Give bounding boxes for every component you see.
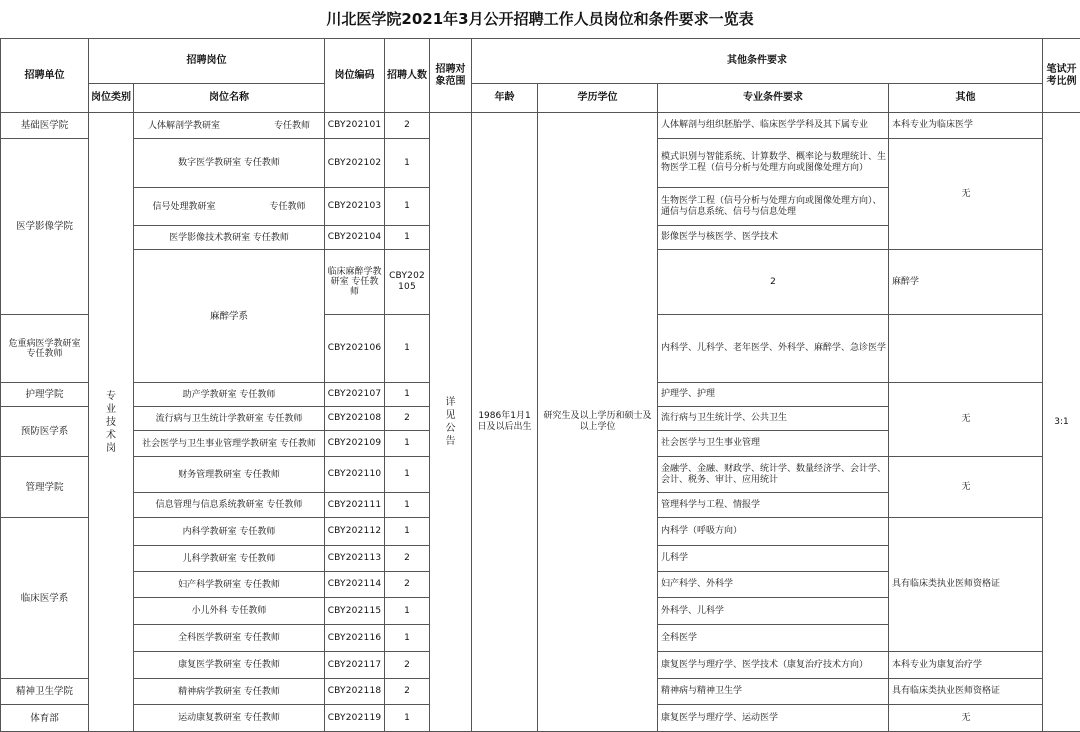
code-cell: CBY202103 bbox=[325, 188, 385, 226]
major-cell: 管理科学与工程、情报学 bbox=[658, 493, 889, 518]
position-cell: 妇产科学教研室 专任教师 bbox=[134, 572, 325, 598]
code-cell: CBY202115 bbox=[325, 598, 385, 625]
other-cell: 本科专业为临床医学 bbox=[889, 113, 1043, 139]
count-cell: 2 bbox=[385, 546, 430, 572]
unit-cell: 护理学院 bbox=[1, 383, 89, 407]
count-cell: 1 bbox=[385, 625, 430, 652]
code-cell: CBY202119 bbox=[325, 705, 385, 732]
position-cell: 信号处理教研室 专任教师 bbox=[134, 188, 325, 226]
position-cell: 人体解剖学教研室 专任教师 bbox=[134, 113, 325, 139]
code-cell: CBY202107 bbox=[325, 383, 385, 407]
count-cell: 1 bbox=[385, 493, 430, 518]
count-cell: 2 bbox=[385, 652, 430, 679]
code-cell: CBY202109 bbox=[325, 431, 385, 457]
major-cell: 人体解剖与组织胚胎学、临床医学学科及其下属专业 bbox=[658, 113, 889, 139]
code-cell: CBY202110 bbox=[325, 457, 385, 493]
count-cell: 1 bbox=[385, 139, 430, 188]
header-unit: 招聘单位 bbox=[1, 39, 89, 113]
position-cell: 危重病医学教研室 专任教师 bbox=[1, 315, 89, 383]
major-cell: 妇产科学、外科学 bbox=[658, 572, 889, 598]
header-category: 岗位类别 bbox=[89, 84, 134, 113]
unit-cell: 麻醉学系 bbox=[134, 250, 325, 383]
position-cell: 精神病学教研室 专任教师 bbox=[134, 679, 325, 705]
code-cell: CBY202112 bbox=[325, 518, 385, 546]
position-cell: 医学影像技术教研室 专任教师 bbox=[134, 226, 325, 250]
major-cell: 内科学、儿科学、老年医学、外科学、麻醉学、急诊医学 bbox=[658, 315, 889, 383]
header-position-name: 岗位名称 bbox=[134, 84, 325, 113]
position-cell: 康复医学教研室 专任教师 bbox=[134, 652, 325, 679]
position-cell: 数字医学教研室 专任教师 bbox=[134, 139, 325, 188]
count-cell: 1 bbox=[385, 188, 430, 226]
recruitment-table bbox=[0, 38, 1080, 732]
other-cell: 具有临床类执业医师资格证 bbox=[889, 679, 1043, 705]
major-cell: 麻醉学 bbox=[889, 250, 1043, 315]
count-cell: 1 bbox=[385, 518, 430, 546]
count-cell: 1 bbox=[385, 226, 430, 250]
major-cell: 康复医学与理疗学、运动医学 bbox=[658, 705, 889, 732]
other-cell: 本科专业为康复治疗学 bbox=[889, 652, 1043, 679]
major-cell: 生物医学工程（信号分析与处理方向或图像处理方向）、通信与信息系统、信号与信息处理 bbox=[658, 188, 889, 226]
major-cell: 影像医学与核医学、医学技术 bbox=[658, 226, 889, 250]
unit-cell: 医学影像学院 bbox=[1, 139, 89, 315]
code-cell: CBY202116 bbox=[325, 625, 385, 652]
scope-cell: 详见公告 bbox=[430, 113, 472, 732]
count-cell: 1 bbox=[385, 598, 430, 625]
education-cell: 研究生及以上学历和硕士及以上学位 bbox=[538, 113, 658, 732]
major-cell: 金融学、金融、财政学、统计学、数量经济学、会计学、会计、税务、审计、应用统计 bbox=[658, 457, 889, 493]
header-other-conditions: 其他条件要求 bbox=[472, 39, 1043, 84]
major-cell: 流行病与卫生统计学、公共卫生 bbox=[658, 407, 889, 431]
position-cell: 全科医学教研室 专任教师 bbox=[134, 625, 325, 652]
count-cell: 2 bbox=[385, 113, 430, 139]
position-cell: 小儿外科 专任教师 bbox=[134, 598, 325, 625]
code-cell: CBY202101 bbox=[325, 113, 385, 139]
other-cell: 无 bbox=[889, 457, 1043, 518]
major-cell: 外科学、儿科学 bbox=[658, 598, 889, 625]
ratio-cell: 3:1 bbox=[1043, 113, 1080, 732]
major-cell: 护理学、护理 bbox=[658, 383, 889, 407]
header-position-group: 招聘岗位 bbox=[89, 39, 325, 84]
count-cell: 2 bbox=[658, 250, 889, 315]
code-cell: CBY202111 bbox=[325, 493, 385, 518]
code-cell: CBY202117 bbox=[325, 652, 385, 679]
page-title: 川北医学院2021年3月公开招聘工作人员岗位和条件要求一览表 bbox=[0, 0, 1080, 39]
position-cell: 流行病与卫生统计学教研室 专任教师 bbox=[134, 407, 325, 431]
position-cell: 财务管理教研室 专任教师 bbox=[134, 457, 325, 493]
header-scope: 招聘对象范围 bbox=[430, 39, 472, 113]
header-major: 专业条件要求 bbox=[658, 84, 889, 113]
position-cell: 内科学教研室 专任教师 bbox=[134, 518, 325, 546]
other-cell: 无 bbox=[889, 383, 1043, 457]
code-cell: CBY202102 bbox=[325, 139, 385, 188]
unit-cell: 临床医学系 bbox=[1, 518, 89, 679]
count-cell: 1 bbox=[385, 705, 430, 732]
count-cell: 1 bbox=[385, 315, 430, 383]
other-cell: 无 bbox=[889, 139, 1043, 250]
header-count: 招聘人数 bbox=[385, 39, 430, 113]
position-cell: 助产学教研室 专任教师 bbox=[134, 383, 325, 407]
major-cell: 内科学（呼吸方向） bbox=[658, 518, 889, 546]
count-cell: 2 bbox=[385, 572, 430, 598]
code-cell: CBY202104 bbox=[325, 226, 385, 250]
unit-cell: 管理学院 bbox=[1, 457, 89, 518]
count-cell: 1 bbox=[385, 457, 430, 493]
unit-cell: 体育部 bbox=[1, 705, 89, 732]
major-cell: 模式识别与智能系统、计算数学、概率论与数理统计、生物医学工程（信号分析与处理方向或图像处理方向） bbox=[658, 139, 889, 188]
header-education: 学历学位 bbox=[538, 84, 658, 113]
header-age: 年龄 bbox=[472, 84, 538, 113]
major-cell: 社会医学与卫生事业管理 bbox=[658, 431, 889, 457]
position-cell: 运动康复教研室 专任教师 bbox=[134, 705, 325, 732]
code-cell: CBY202106 bbox=[325, 315, 385, 383]
code-cell: CBY202108 bbox=[325, 407, 385, 431]
other-cell: 无 bbox=[889, 705, 1043, 732]
category-cell: 专业技术岗 bbox=[89, 113, 134, 732]
code-cell: CBY202113 bbox=[325, 546, 385, 572]
count-cell: 2 bbox=[385, 679, 430, 705]
header-other: 其他 bbox=[889, 84, 1043, 113]
major-cell: 全科医学 bbox=[658, 625, 889, 652]
unit-cell: 精神卫生学院 bbox=[1, 679, 89, 705]
position-cell: 临床麻醉学教研室 专任教师 bbox=[325, 250, 385, 315]
major-cell: 精神病与精神卫生学 bbox=[658, 679, 889, 705]
major-cell: 康复医学与理疗学、医学技术（康复治疗技术方向） bbox=[658, 652, 889, 679]
count-cell: 1 bbox=[385, 431, 430, 457]
code-cell: CBY202114 bbox=[325, 572, 385, 598]
position-cell: 社会医学与卫生事业管理学教研室 专任教师 bbox=[134, 431, 325, 457]
major-cell: 儿科学 bbox=[658, 546, 889, 572]
count-cell: 2 bbox=[385, 407, 430, 431]
unit-cell: 预防医学系 bbox=[1, 407, 89, 457]
age-cell: 1986年1月1日及以后出生 bbox=[472, 113, 538, 732]
count-cell: 1 bbox=[385, 383, 430, 407]
unit-cell: 基础医学院 bbox=[1, 113, 89, 139]
code-cell: CBY202105 bbox=[385, 250, 430, 315]
header-ratio: 笔试开考比例 bbox=[1043, 39, 1080, 113]
code-cell: CBY202118 bbox=[325, 679, 385, 705]
position-cell: 儿科学教研室 专任教师 bbox=[134, 546, 325, 572]
header-code: 岗位编码 bbox=[325, 39, 385, 113]
position-cell: 信息管理与信息系统教研室 专任教师 bbox=[134, 493, 325, 518]
other-cell: 具有临床类执业医师资格证 bbox=[889, 518, 1043, 652]
